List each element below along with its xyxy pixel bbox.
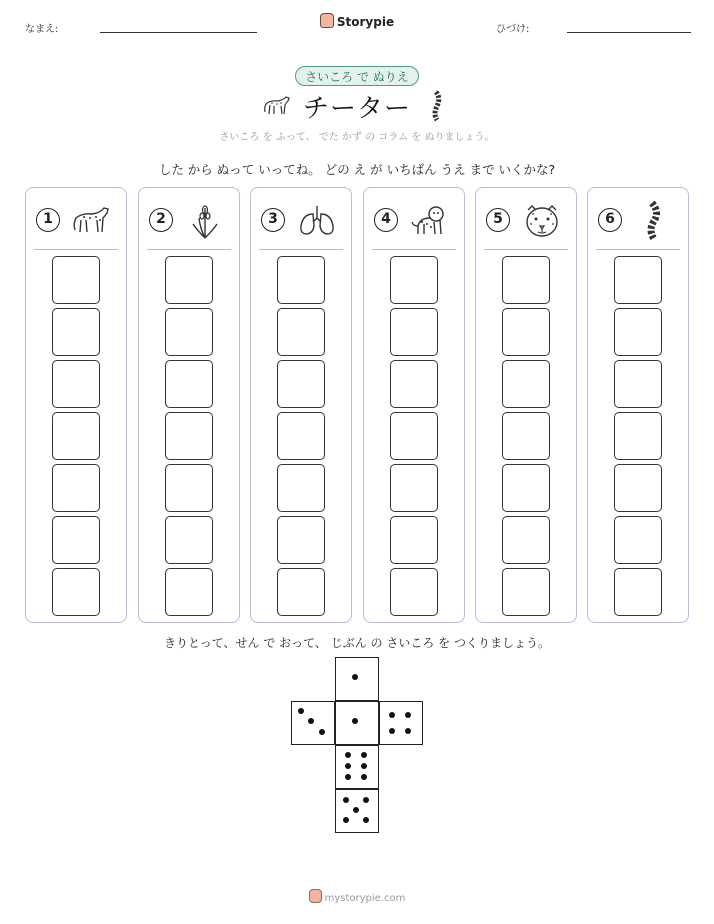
color-box[interactable] xyxy=(277,464,325,512)
storypie-icon xyxy=(320,13,334,28)
color-box[interactable] xyxy=(165,568,213,616)
storypie-icon xyxy=(309,889,322,903)
column-number: 3 xyxy=(261,208,285,232)
color-box[interactable] xyxy=(614,516,662,564)
color-box[interactable] xyxy=(614,360,662,408)
dice-face xyxy=(335,745,379,789)
color-box[interactable] xyxy=(614,308,662,356)
brand-name: Storypie xyxy=(336,15,395,29)
column-4 xyxy=(363,187,465,623)
date-label: ひづけ: xyxy=(496,24,530,35)
color-box[interactable] xyxy=(390,516,438,564)
cheetah-icon xyxy=(70,200,114,242)
color-box[interactable] xyxy=(165,360,213,408)
color-box[interactable] xyxy=(614,464,662,512)
color-box[interactable] xyxy=(502,516,550,564)
dice-face xyxy=(335,657,379,701)
color-box[interactable] xyxy=(277,568,325,616)
color-box[interactable] xyxy=(52,308,100,356)
worksheet-tag: さいころ で ぬりえ xyxy=(295,66,419,86)
dice-face xyxy=(291,701,335,745)
color-box[interactable] xyxy=(165,412,213,460)
color-box[interactable] xyxy=(52,568,100,616)
column-5 xyxy=(475,187,577,623)
cheetah-cub-icon xyxy=(408,200,452,242)
name-line[interactable] xyxy=(100,32,257,33)
name-label: なまえ: xyxy=(25,24,59,35)
spine-icon xyxy=(632,200,676,242)
color-box[interactable] xyxy=(277,516,325,564)
column-3 xyxy=(250,187,352,623)
color-box[interactable] xyxy=(165,308,213,356)
column-2 xyxy=(138,187,240,623)
date-line[interactable] xyxy=(567,32,691,33)
color-box[interactable] xyxy=(614,256,662,304)
dice-face xyxy=(335,789,379,833)
color-box[interactable] xyxy=(390,256,438,304)
color-box[interactable] xyxy=(277,256,325,304)
color-box[interactable] xyxy=(52,516,100,564)
color-box[interactable] xyxy=(390,360,438,408)
dice-face xyxy=(335,701,379,745)
color-box[interactable] xyxy=(502,360,550,408)
color-box[interactable] xyxy=(502,464,550,512)
color-box[interactable] xyxy=(52,360,100,408)
color-box[interactable] xyxy=(502,412,550,460)
color-box[interactable] xyxy=(277,308,325,356)
color-box[interactable] xyxy=(502,256,550,304)
brand-logo xyxy=(0,13,714,29)
cheetah-face-icon xyxy=(520,200,564,242)
color-box[interactable] xyxy=(502,308,550,356)
instruction: した から ぬって いってね。 どの え が いちばん うえ まで いくかな? xyxy=(158,162,556,177)
footer-site[interactable]: mystorypie.com xyxy=(324,893,406,904)
color-box[interactable] xyxy=(277,360,325,408)
color-box[interactable] xyxy=(614,568,662,616)
color-box[interactable] xyxy=(614,412,662,460)
lungs-icon xyxy=(295,200,339,242)
spine-icon xyxy=(428,90,444,122)
column-1 xyxy=(25,187,127,623)
dice-face xyxy=(379,701,423,745)
color-box[interactable] xyxy=(165,464,213,512)
color-box[interactable] xyxy=(502,568,550,616)
column-number: 4 xyxy=(374,208,398,232)
cut-instruction: きりとって、せん で おって、 じぶん の さいころ を つくりましょう。 xyxy=(164,636,550,650)
color-box[interactable] xyxy=(52,256,100,304)
page-title: チーター xyxy=(302,94,411,124)
grass-icon xyxy=(183,200,227,242)
color-box[interactable] xyxy=(390,568,438,616)
color-box[interactable] xyxy=(390,464,438,512)
color-box[interactable] xyxy=(52,464,100,512)
footer xyxy=(0,889,714,904)
column-6 xyxy=(587,187,689,623)
subtitle: さいころ を ふって、 でた かず の コラム を ぬりましょう。 xyxy=(219,132,495,143)
color-box[interactable] xyxy=(277,412,325,460)
column-number: 6 xyxy=(598,208,622,232)
color-box[interactable] xyxy=(390,412,438,460)
column-number: 2 xyxy=(149,208,173,232)
color-box[interactable] xyxy=(165,256,213,304)
color-box[interactable] xyxy=(390,308,438,356)
color-box[interactable] xyxy=(165,516,213,564)
color-box[interactable] xyxy=(52,412,100,460)
column-number: 5 xyxy=(486,208,510,232)
column-number: 1 xyxy=(36,208,60,232)
